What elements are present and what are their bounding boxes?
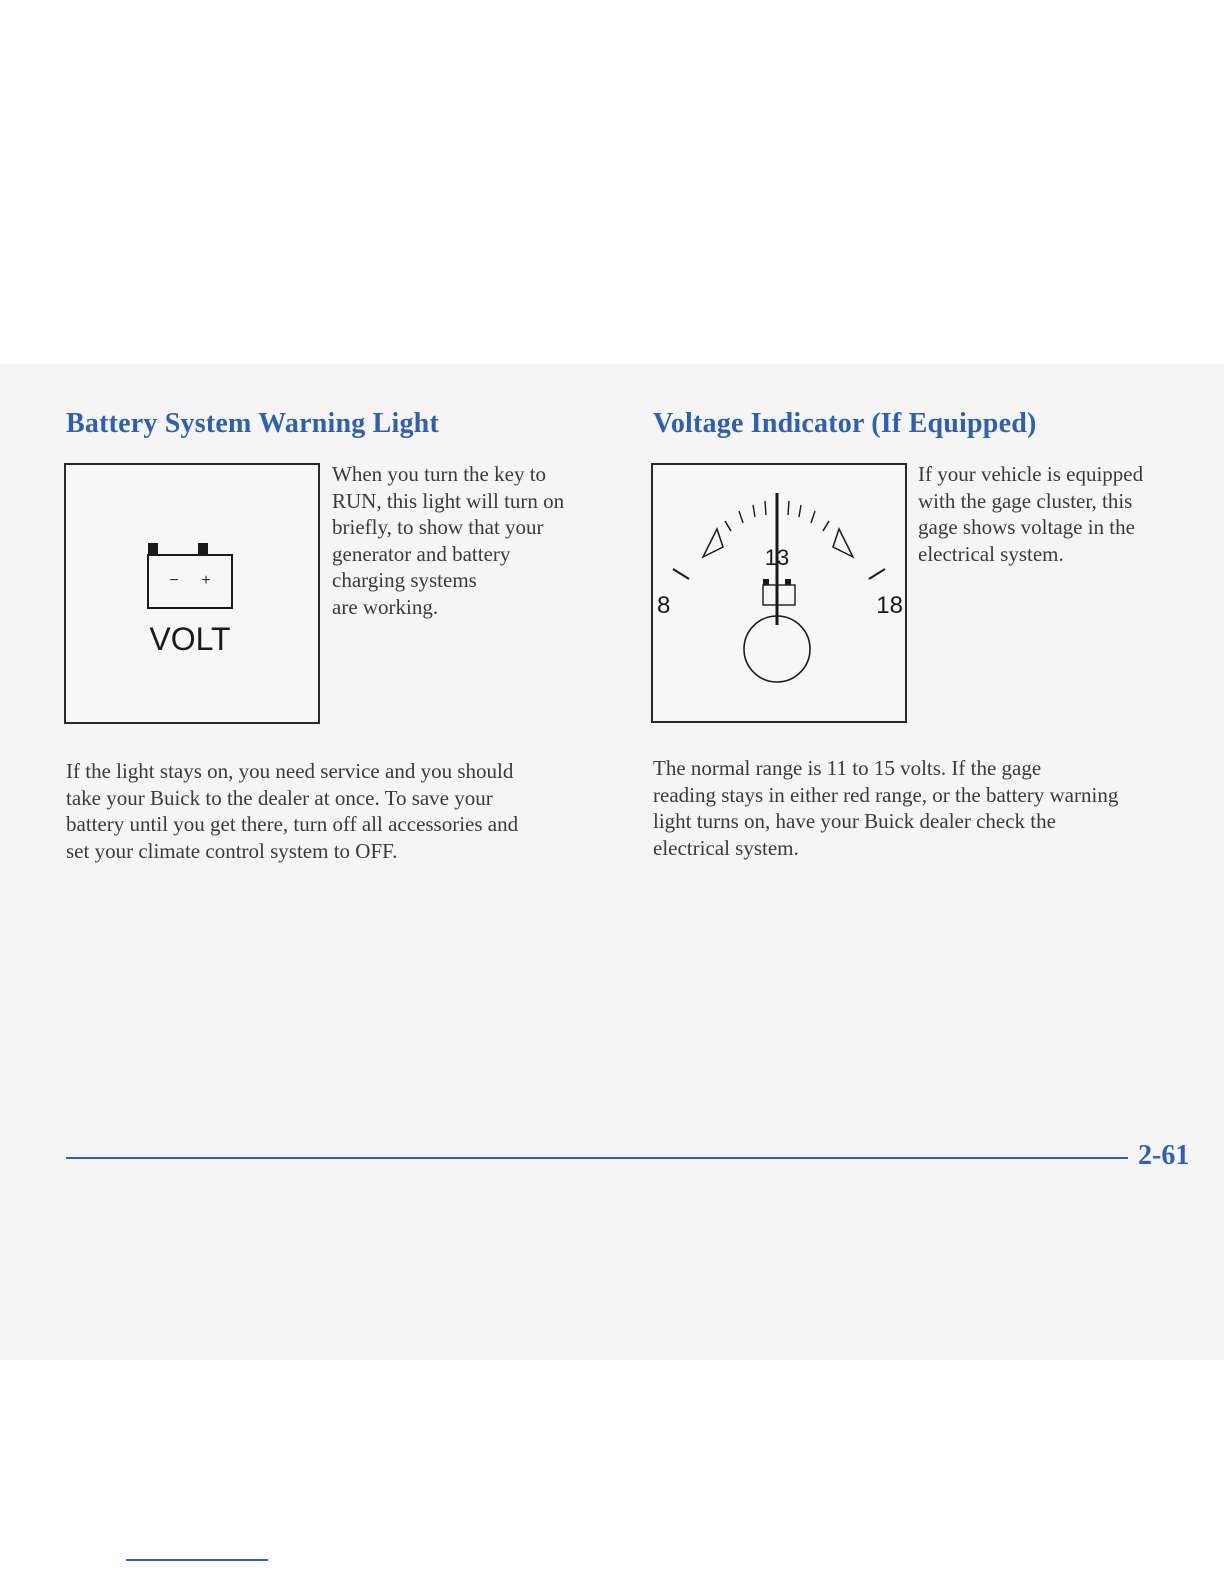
footer-rule [66, 1157, 1128, 1159]
gauge-tick [739, 511, 743, 523]
battery-terminal-right [198, 543, 208, 555]
voltage-gauge-svg [653, 465, 905, 721]
gauge-tick-min [673, 569, 689, 579]
gauge-tick-max [869, 569, 885, 579]
gauge-low-zone-marker [703, 529, 723, 557]
text-line: briefly, to show that your [332, 515, 544, 539]
battery-warning-light-figure [64, 463, 320, 724]
battery-body-text [66, 758, 518, 864]
gauge-mid-label: 13 [764, 545, 790, 570]
text-line: If the light stays on, you need service and you should [66, 759, 514, 783]
gauge-tick [823, 521, 829, 531]
text-line: set your climate control system to OFF. [66, 838, 398, 863]
voltage-gauge-figure [651, 463, 907, 723]
text-line: electrical system. [918, 541, 1064, 566]
text-line: reading stays in either red range, or the battery warning [653, 782, 1119, 807]
voltage-heading: Voltage Indicator (If Equipped) [653, 408, 1037, 439]
bottom-underline-mark [126, 1559, 268, 1561]
voltage-side-text [918, 461, 1143, 567]
gauge-hub [744, 616, 810, 682]
gauge-battery-icon [763, 585, 795, 605]
text-line: RUN, this light will turn on [332, 488, 565, 513]
text-line: generator and battery [332, 541, 511, 566]
text-line: light turns on, have your Buick dealer check the [653, 809, 1056, 833]
voltage-body-text [653, 755, 1118, 861]
text-line: The normal range is 11 to 15 volts. If the gage [653, 756, 1042, 780]
text-line: When you turn the key to [332, 462, 547, 486]
text-line: with the gage cluster, this [918, 488, 1133, 513]
gauge-min-label: 8 [657, 592, 671, 619]
gauge-tick [753, 505, 755, 517]
page-number: 2-61 [1138, 1140, 1190, 1171]
gauge-high-zone-marker [833, 529, 853, 557]
text-line: charging systems [332, 568, 477, 592]
gauge-tick [725, 521, 731, 531]
gauge-tick [799, 505, 801, 517]
text-line: take your Buick to the dealer at once. To save your [66, 785, 493, 810]
text-line: gage shows voltage in the [918, 515, 1135, 539]
gauge-tick [811, 511, 815, 523]
battery-icon-svg [66, 465, 318, 722]
text-line: battery until you get there, turn off all accessories and [66, 812, 519, 836]
battery-icon [148, 555, 232, 608]
gauge-max-label: 18 [876, 592, 903, 619]
text-line: are working. [332, 594, 439, 619]
gauge-tick [788, 501, 789, 515]
battery-side-text [332, 461, 564, 620]
battery-terminal-left [148, 543, 158, 555]
gauge-battery-terminal [763, 579, 769, 585]
text-line: If your vehicle is equipped [918, 462, 1144, 486]
battery-heading: Battery System Warning Light [66, 408, 439, 439]
text-line: electrical system. [653, 835, 799, 860]
battery-minus-sign: − [169, 572, 179, 589]
battery-plus-sign: + [201, 572, 211, 589]
volt-label: VOLT [149, 621, 231, 657]
gauge-battery-terminal [785, 579, 791, 585]
gauge-tick [765, 501, 766, 515]
